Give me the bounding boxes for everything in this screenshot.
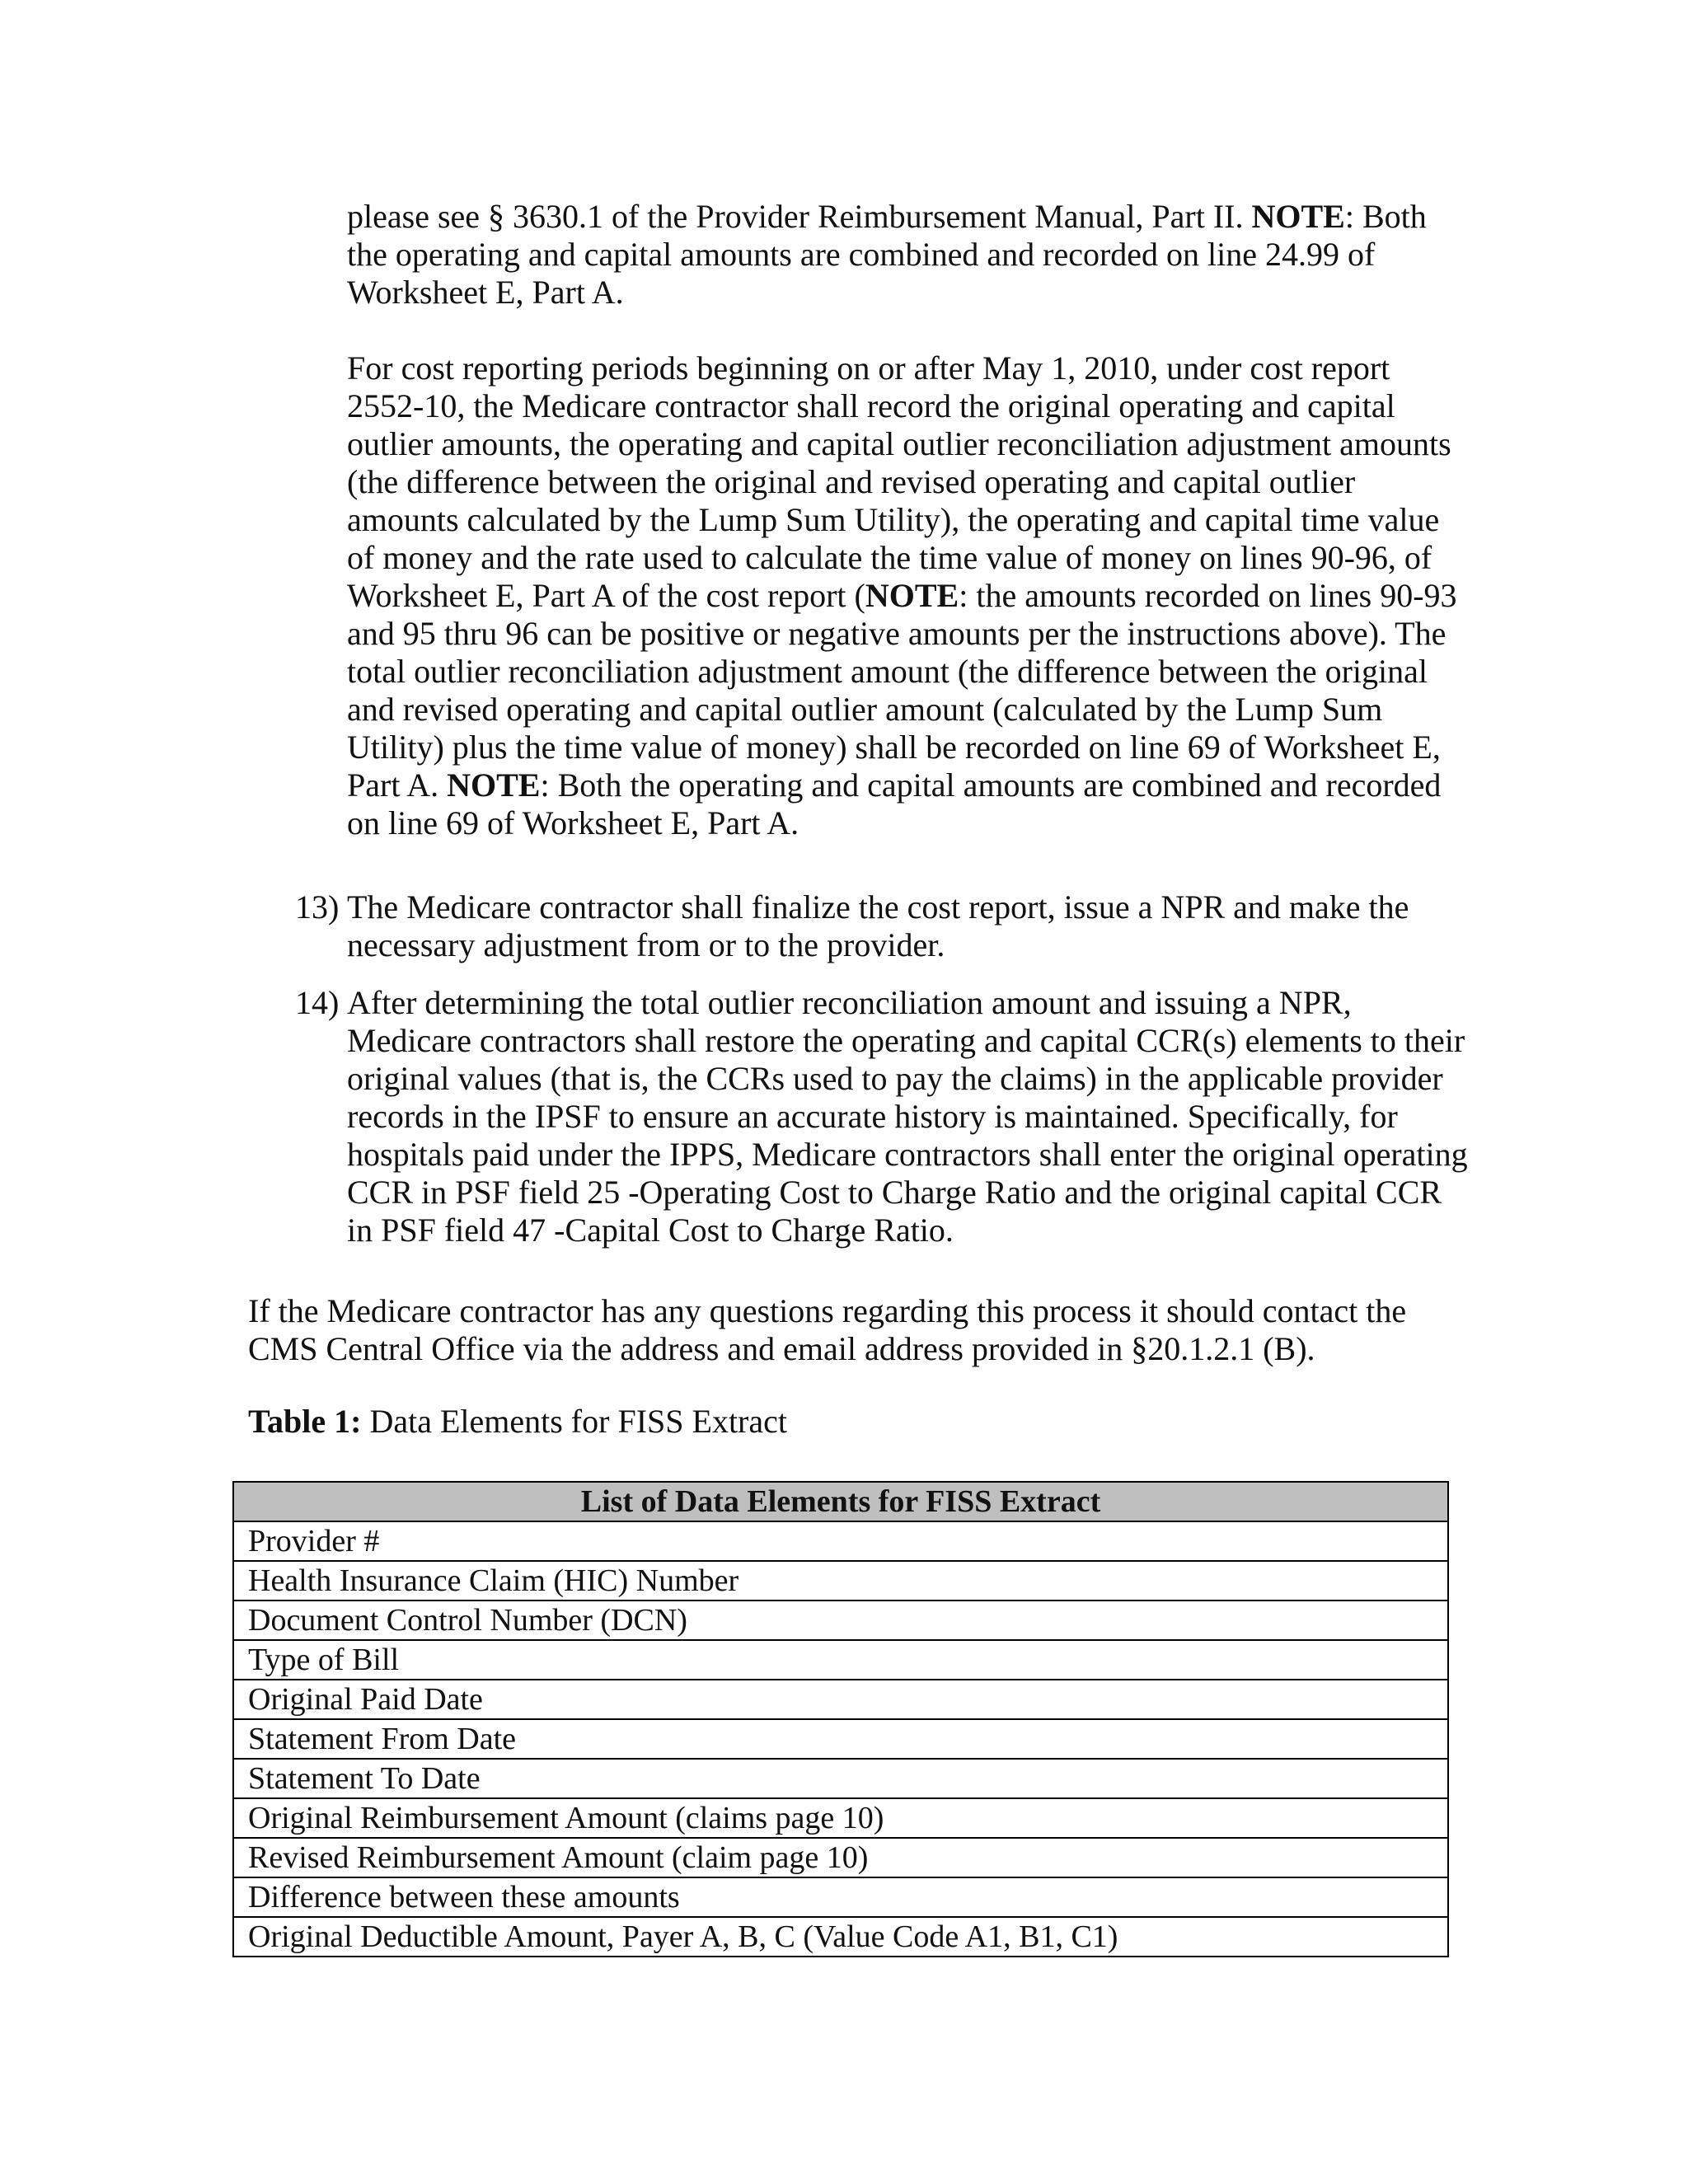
list-item-number: 14) — [295, 984, 340, 1021]
paragraph-2-text-a: For cost reporting periods beginning on or after May 1, 2010, under cost report 2552-10, the Medicare contractor shall record the original operating and capital outlier amounts, the operating and capital outlier reconciliation adjustment amounts (the difference between the original and revised operating and capital outlier amounts calculated by the Lump Sum Utility), the operating and capital time value of money and the rate used to calculate the time value of money on lines 90-96, of Worksheet E, Part A of the cost report ( — [347, 349, 1451, 614]
table-cell: Original Paid Date — [233, 1680, 1448, 1719]
table-cell: Statement From Date — [233, 1719, 1448, 1759]
paragraph-1-text-a: please see § 3630.1 of the Provider Reimbursement Manual, Part II. — [347, 198, 1252, 235]
table-row — [233, 1521, 1448, 1561]
table-cell: Difference between these amounts — [233, 1877, 1448, 1917]
paragraph-1 — [347, 198, 1468, 312]
table-cell: Original Deductible Amount, Payer A, B, C (Value Code A1, B1, C1) — [233, 1917, 1448, 1957]
table-cell: Document Control Number (DCN) — [233, 1601, 1448, 1640]
list-item-number: 13) — [295, 888, 340, 926]
table-cell: Revised Reimbursement Amount (claim page 10) — [233, 1838, 1448, 1877]
table-header-row — [233, 1482, 1448, 1521]
table-row — [233, 1601, 1448, 1640]
list-item-text: The Medicare contractor shall finalize the cost report, issue a NPR and make the necessary adjustment from or to the provider. — [347, 888, 1409, 963]
paragraph-2-text-b: : the amounts recorded on lines 90-93 and 95 thru 96 can be positive or negative amounts per the instructions above). The total outlier reconciliation adjustment amount (the difference between the original and revised operating and capital outlier amount (calculated by the Lump Sum Utility) plus the time value of money) shall be recorded on line 69 of Worksheet E, Part A. — [347, 577, 1457, 804]
table-row — [233, 1798, 1448, 1838]
note-label: NOTE — [865, 577, 959, 614]
table-cell: Provider # — [233, 1521, 1448, 1561]
table-row — [233, 1759, 1448, 1798]
table-row — [233, 1561, 1448, 1601]
table-row — [233, 1719, 1448, 1759]
paragraph-2-text-c: : Both the operating and capital amounts are combined and recorded on line 69 of Worksheet E, Part A. — [347, 766, 1442, 841]
table-cell: Original Reimbursement Amount (claims page 10) — [233, 1798, 1448, 1838]
table-row — [233, 1640, 1448, 1680]
table-cell: Statement To Date — [233, 1759, 1448, 1798]
list-item-text: After determining the total outlier reconciliation amount and issuing a NPR, Medicare contractors shall restore the operating and capital CCR(s) elements to their original values (that is, the CCRs used to pay the claims) in the applicable provider records in the IPSF to ensure an accurate history is maintained. Specifically, for hospitals paid under the IPPS, Medicare contractors shall enter the original operating CCR in PSF field 25 -Operating Cost to Charge Ratio and the original capital CCR in PSF field 47 -Capital Cost to Charge Ratio. — [347, 984, 1468, 1249]
data-elements-table — [232, 1481, 1449, 1957]
table-caption-text: Data Elements for FISS Extract — [361, 1403, 787, 1440]
table-header: List of Data Elements for FISS Extract — [233, 1482, 1448, 1521]
table-row — [233, 1838, 1448, 1877]
note-label: NOTE — [447, 766, 541, 804]
note-label: NOTE — [1251, 198, 1345, 235]
table-caption-label: Table 1: — [248, 1403, 362, 1440]
table-row — [233, 1917, 1448, 1957]
paragraph-1-text-b: : Both the operating and capital amounts are combined and recorded on line 24.99 of Worksheet E, Part A. — [347, 198, 1427, 311]
paragraph-2 — [347, 349, 1468, 842]
table-caption — [248, 1403, 1468, 1441]
paragraph-3: If the Medicare contractor has any questions regarding this process it should contact the CMS Central Office via the address and email address provided in §20.1.2.1 (B). — [248, 1292, 1407, 1367]
table-row — [233, 1877, 1448, 1917]
table-row — [233, 1680, 1448, 1719]
table-cell: Health Insurance Claim (HIC) Number — [233, 1561, 1448, 1601]
table-cell: Type of Bill — [233, 1640, 1448, 1680]
